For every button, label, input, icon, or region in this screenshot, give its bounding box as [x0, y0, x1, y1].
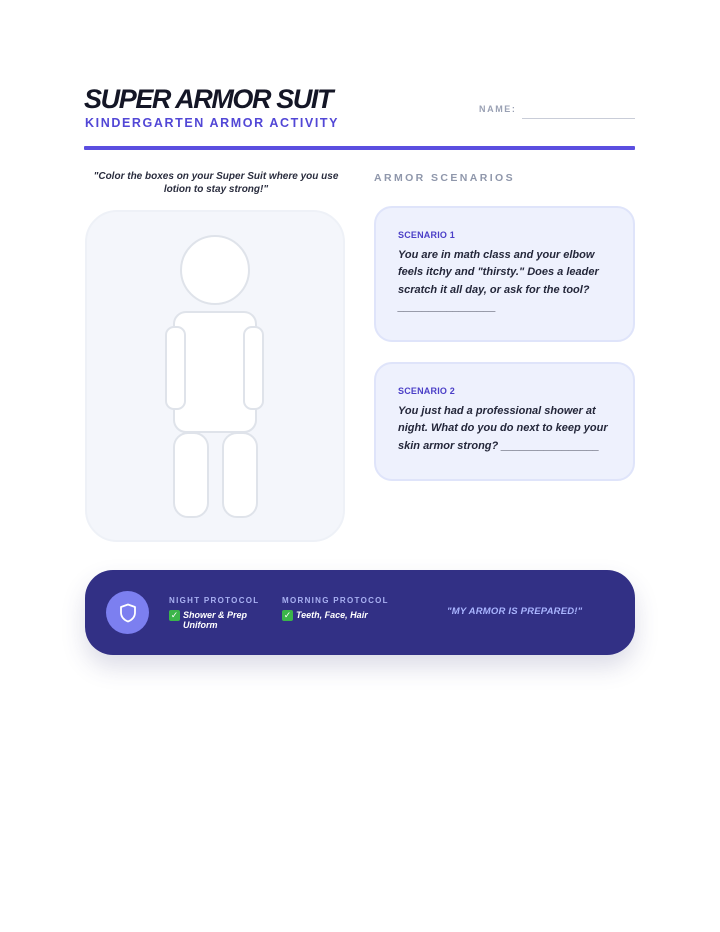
- figure-left-arm: [166, 327, 185, 409]
- figure-right-leg: [223, 433, 257, 517]
- morning-protocol: [282, 596, 392, 621]
- night-protocol-value: Shower & Prep Uniform: [183, 610, 248, 630]
- scenario-text: You are in math class and your elbow feels itchy and "thirsty." Does a leader scratch it all day, or ask for the tool? ________________: [398, 249, 599, 313]
- name-label: NAME:: [479, 104, 517, 114]
- morning-protocol-value-row: [282, 610, 392, 621]
- night-protocol: [169, 596, 269, 630]
- figure-right-arm: [244, 327, 263, 409]
- scenario-text: You just had a professional shower at night. What do you do next to keep your skin armor strong? ________________: [398, 405, 608, 452]
- scenario-title: SCENARIO 2: [398, 386, 456, 396]
- figure-left-leg: [174, 433, 208, 517]
- page-title: SUPER ARMOR SUIT: [84, 84, 333, 114]
- scenario-card-2: [374, 362, 635, 481]
- armor-motto: "MY ARMOR IS PREPARED!": [447, 606, 583, 617]
- shield-icon: [119, 603, 137, 623]
- scenario-title: SCENARIO 1: [398, 230, 456, 240]
- scenarios-heading: ARMOR SCENARIOS: [374, 172, 516, 184]
- checkmark-icon: ✓: [170, 610, 179, 620]
- header-divider: [84, 146, 635, 150]
- body-outline-figure: [87, 212, 343, 540]
- morning-protocol-value: Teeth, Face, Hair: [296, 610, 368, 620]
- figure-head: [181, 236, 249, 304]
- checkmark-icon: ✓: [283, 610, 292, 620]
- night-protocol-value-row: [169, 610, 269, 630]
- name-field-line[interactable]: [522, 118, 635, 119]
- shield-badge: [106, 591, 149, 634]
- night-protocol-label: NIGHT PROTOCOL: [169, 596, 260, 605]
- morning-protocol-label: MORNING PROTOCOL: [282, 596, 389, 605]
- protocol-footer: [85, 570, 635, 655]
- page-subtitle: KINDERGARTEN ARMOR ACTIVITY: [85, 116, 340, 130]
- instruction-quote: "Color the boxes on your Super Suit where you use lotion to stay strong!": [93, 171, 339, 195]
- scenario-card-1: [374, 206, 635, 342]
- body-outline-card: [85, 210, 345, 542]
